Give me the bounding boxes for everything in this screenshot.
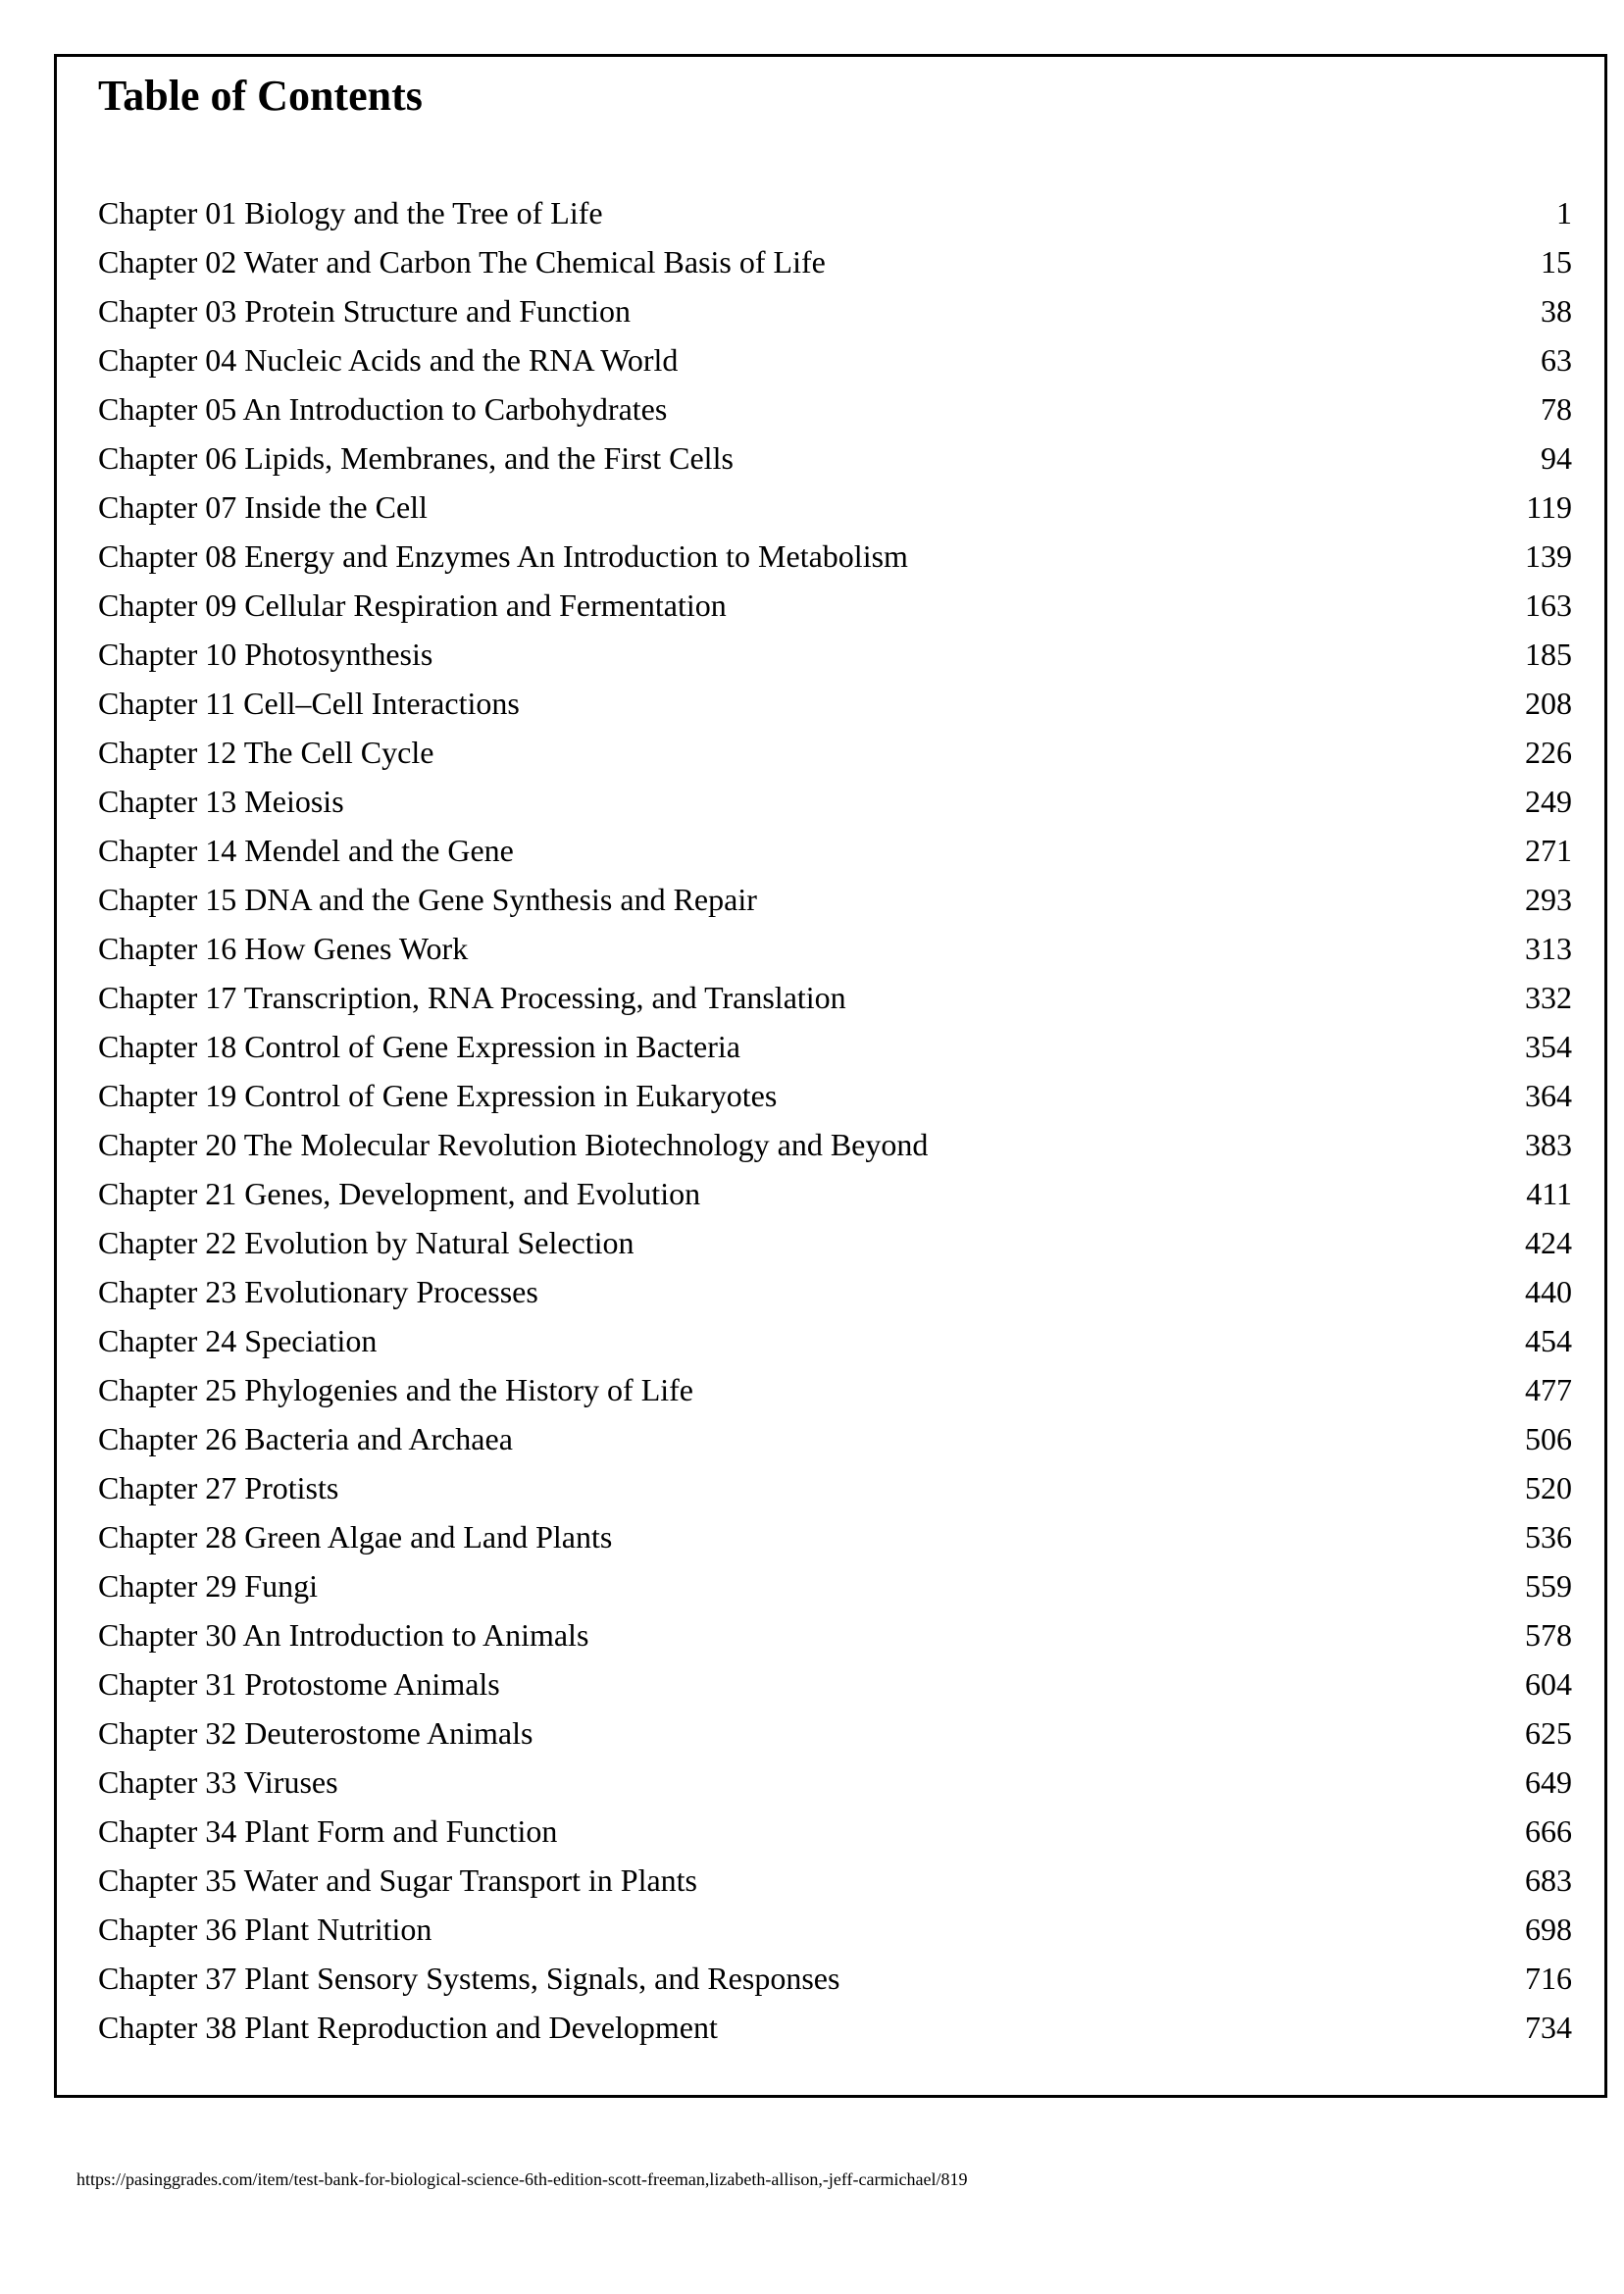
footer-url[interactable]: https://pasinggrades.com/item/test-bank-for-biological-science-6th-edition-scott-freeman,lizabeth-allison,-jeff-carmichael/819 [76,2169,968,2189]
toc-entry[interactable] [98,1708,1572,1758]
toc-entry[interactable] [98,1365,1572,1414]
toc-entry-page: 38 [1541,293,1572,329]
toc-entry-label: Chapter 15 DNA and the Gene Synthesis and Repair [98,882,757,917]
toc-entry-label: Chapter 27 Protists [98,1470,339,1505]
toc-entry[interactable] [98,826,1572,875]
toc-entry[interactable] [98,728,1572,777]
toc-entry-label: Chapter 32 Deuterostome Animals [98,1715,533,1751]
toc-entry-label: Chapter 07 Inside the Cell [98,489,428,525]
toc-entry[interactable] [98,1856,1572,1905]
toc-entry[interactable] [98,1758,1572,1807]
toc-entry[interactable] [98,532,1572,581]
toc-entry-page: 477 [1525,1372,1572,1407]
toc-entry[interactable] [98,1954,1572,2003]
toc-entry-page: 63 [1541,342,1572,378]
toc-entry-page: 666 [1525,1813,1572,1849]
toc-entry-label: Chapter 09 Cellular Respiration and Fermentation [98,587,727,623]
toc-entry-page: 683 [1525,1862,1572,1898]
toc-entry[interactable] [98,286,1572,335]
toc-entry-label: Chapter 08 Energy and Enzymes An Introduction to Metabolism [98,538,908,574]
toc-entry-page: 208 [1525,686,1572,721]
toc-entry-page: 163 [1525,587,1572,623]
toc-entry-label: Chapter 02 Water and Carbon The Chemical Basis of Life [98,244,826,280]
toc-entry-page: 354 [1525,1029,1572,1064]
toc-entry[interactable] [98,1905,1572,1954]
toc-entry[interactable] [98,1463,1572,1512]
toc-entry-label: Chapter 34 Plant Form and Function [98,1813,558,1849]
toc-entry-label: Chapter 22 Evolution by Natural Selection [98,1225,634,1260]
toc-entry-page: 226 [1525,735,1572,770]
toc-entry-page: 78 [1541,391,1572,427]
toc-entry[interactable] [98,483,1572,532]
toc-entry-label: Chapter 26 Bacteria and Archaea [98,1421,513,1456]
toc-entry-label: Chapter 24 Speciation [98,1323,378,1358]
toc-entry-page: 559 [1525,1568,1572,1604]
toc-entry-label: Chapter 17 Transcription, RNA Processing, and Translation [98,980,846,1015]
toc-entry-label: Chapter 30 An Introduction to Animals [98,1617,589,1653]
toc-entry-page: 119 [1526,489,1572,525]
toc-entry-page: 604 [1525,1666,1572,1702]
toc-entry-label: Chapter 16 How Genes Work [98,931,469,966]
toc-entry-label: Chapter 25 Phylogenies and the History of Life [98,1372,693,1407]
toc-entry-page: 185 [1525,637,1572,672]
toc-entry[interactable] [98,630,1572,679]
toc-entry-page: 506 [1525,1421,1572,1456]
toc-entry-page: 249 [1525,784,1572,819]
page-title: Table of Contents [98,72,423,120]
toc-entry-label: Chapter 06 Lipids, Membranes, and the First Cells [98,440,734,476]
toc-entry[interactable] [98,335,1572,384]
toc-entry[interactable] [98,1610,1572,1659]
toc-entry-page: 139 [1525,538,1572,574]
toc-entry-label: Chapter 38 Plant Reproduction and Development [98,2010,718,2045]
toc-entry-label: Chapter 03 Protein Structure and Function [98,293,632,329]
toc-entry-page: 440 [1525,1274,1572,1309]
toc-entry[interactable] [98,875,1572,924]
toc-entry-page: 15 [1541,244,1572,280]
toc-entry-page: 625 [1525,1715,1572,1751]
toc-entry[interactable] [98,237,1572,286]
toc-entry[interactable] [98,1316,1572,1365]
toc-entry-label: Chapter 33 Viruses [98,1764,338,1800]
toc-entry[interactable] [98,188,1572,237]
toc-entry-label: Chapter 20 The Molecular Revolution Biotechnology and Beyond [98,1127,929,1162]
toc-entry-label: Chapter 13 Meiosis [98,784,344,819]
toc-entry-label: Chapter 04 Nucleic Acids and the RNA World [98,342,679,378]
toc-entry-page: 578 [1525,1617,1572,1653]
toc-entry-page: 293 [1525,882,1572,917]
toc-entry-label: Chapter 31 Protostome Animals [98,1666,500,1702]
toc-entry[interactable] [98,924,1572,973]
toc-entry-label: Chapter 35 Water and Sugar Transport in Plants [98,1862,697,1898]
toc-entry[interactable] [98,1071,1572,1120]
toc-entry-label: Chapter 05 An Introduction to Carbohydrates [98,391,668,427]
toc-entry-page: 383 [1525,1127,1572,1162]
toc-entry-label: Chapter 28 Green Algae and Land Plants [98,1519,613,1555]
toc-entry[interactable] [98,1120,1572,1169]
toc-entry-page: 698 [1525,1912,1572,1947]
toc-entry[interactable] [98,581,1572,630]
toc-entry-page: 520 [1525,1470,1572,1505]
toc-entry-page: 734 [1525,2010,1572,2045]
toc-entry-page: 313 [1525,931,1572,966]
toc-entry[interactable] [98,2003,1572,2052]
toc-entry[interactable] [98,973,1572,1022]
toc-entry[interactable] [98,433,1572,483]
toc-entry-page: 364 [1525,1078,1572,1113]
toc-list [98,188,1572,2052]
toc-entry-label: Chapter 18 Control of Gene Expression in Bacteria [98,1029,740,1064]
toc-entry[interactable] [98,1561,1572,1610]
toc-entry-page: 454 [1525,1323,1572,1358]
toc-entry-page: 1 [1556,195,1572,230]
toc-entry-label: Chapter 10 Photosynthesis [98,637,433,672]
toc-entry-label: Chapter 01 Biology and the Tree of Life [98,195,603,230]
toc-entry-label: Chapter 12 The Cell Cycle [98,735,434,770]
toc-entry-label: Chapter 29 Fungi [98,1568,318,1604]
toc-entry-label: Chapter 36 Plant Nutrition [98,1912,432,1947]
toc-entry-label: Chapter 21 Genes, Development, and Evolution [98,1176,701,1211]
toc-entry-page: 411 [1526,1176,1572,1211]
toc-entry-label: Chapter 19 Control of Gene Expression in Eukaryotes [98,1078,778,1113]
toc-entry[interactable] [98,1807,1572,1856]
toc-entry-page: 424 [1525,1225,1572,1260]
toc-entry[interactable] [98,1659,1572,1708]
toc-entry-page: 332 [1525,980,1572,1015]
toc-entry-page: 536 [1525,1519,1572,1555]
toc-entry[interactable] [98,384,1572,433]
toc-entry-page: 649 [1525,1764,1572,1800]
toc-entry[interactable] [98,1512,1572,1561]
toc-entry[interactable] [98,679,1572,728]
toc-entry[interactable] [98,1414,1572,1463]
toc-entry[interactable] [98,1022,1572,1071]
toc-entry[interactable] [98,1218,1572,1267]
toc-entry[interactable] [98,1169,1572,1218]
toc-entry-label: Chapter 37 Plant Sensory Systems, Signals, and Responses [98,1961,840,1996]
toc-entry[interactable] [98,1267,1572,1316]
toc-entry[interactable] [98,777,1572,826]
toc-entry-page: 271 [1525,833,1572,868]
toc-entry-page: 716 [1525,1961,1572,1996]
toc-entry-label: Chapter 23 Evolutionary Processes [98,1274,538,1309]
toc-entry-label: Chapter 11 Cell–Cell Interactions [98,686,520,721]
toc-entry-label: Chapter 14 Mendel and the Gene [98,833,514,868]
toc-entry-page: 94 [1541,440,1572,476]
